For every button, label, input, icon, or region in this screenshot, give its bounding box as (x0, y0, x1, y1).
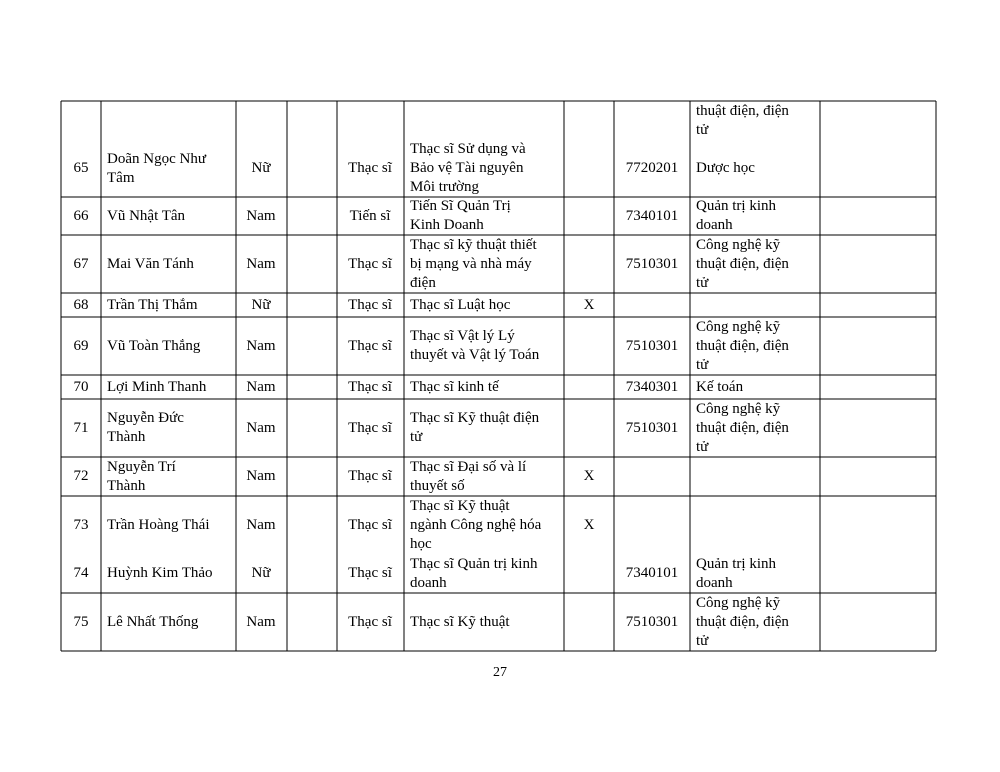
row-number: 69 (73, 337, 89, 354)
degree: Tiến sĩ (349, 207, 391, 224)
industry-code: 7720201 (625, 160, 679, 176)
industry-code (614, 496, 690, 554)
industry-code (614, 293, 690, 317)
industry-name: Dược học (696, 160, 755, 176)
industry-code: 7510301 (625, 419, 679, 436)
major-specialty: Thạc sĩ Đại số và lí thuyết số (410, 458, 527, 494)
industry-name (696, 293, 820, 317)
x-mark: X (583, 516, 595, 533)
gender: Nữ (251, 296, 271, 313)
industry-code: 7340101 (625, 565, 679, 581)
row-number: 65 (73, 160, 89, 176)
staff-name: Vũ Nhật Tân (107, 207, 186, 224)
degree: Thạc sĩ (348, 255, 392, 272)
major-specialty: Thạc sĩ Sử dụng và Bảo vệ Tài nguyên Môi trường (410, 141, 526, 195)
gender: Nam (246, 378, 276, 395)
row-number: 67 (73, 255, 89, 272)
row-number: 73 (73, 516, 89, 533)
staff-name: Doãn Ngọc Như Tâm (107, 150, 206, 186)
gender: Nam (246, 613, 276, 630)
staff-name: Trần Thị Thắm (107, 296, 198, 313)
staff-name: Lợi Minh Thanh (107, 378, 207, 395)
major-specialty: Thạc sĩ Kỹ thuật ngành Công nghệ hóa học (410, 497, 542, 552)
industry-name (696, 496, 820, 554)
staff-name: Nguyễn Đức Thành (107, 410, 184, 445)
industry-name: Quản trị kinh doanh (696, 198, 776, 233)
x-mark (564, 593, 614, 651)
x-mark: X (583, 296, 595, 313)
industry-name: Quản trị kinh doanh (696, 555, 776, 591)
industry-code (614, 457, 690, 496)
gender: Nam (246, 419, 276, 436)
x-mark (564, 317, 614, 375)
staff-name: Nguyễn Trí Thành (107, 458, 176, 494)
degree: Thạc sĩ (348, 516, 392, 533)
gender: Nam (246, 255, 276, 272)
industry-code: 7510301 (625, 613, 679, 630)
continuation-industry-text: thuật điện, điện tử (696, 103, 789, 138)
major-specialty: Thạc sĩ kinh tế (410, 378, 499, 395)
major-specialty: Thạc sĩ Kỹ thuật (410, 613, 510, 630)
x-mark (564, 235, 614, 293)
staff-name: Lê Nhất Thống (107, 613, 199, 630)
row-number: 75 (73, 613, 89, 630)
degree: Thạc sĩ (348, 296, 392, 313)
row-number: 68 (73, 296, 89, 313)
row-number: 70 (73, 378, 89, 395)
x-mark (564, 375, 614, 399)
gender: Nam (246, 207, 276, 224)
staff-name: Huỳnh Kim Thảo (107, 565, 213, 581)
degree: Thạc sĩ (348, 378, 392, 395)
industry-name (696, 457, 820, 496)
degree: Thạc sĩ (348, 613, 392, 630)
industry-code: 7340301 (625, 378, 679, 395)
industry-name: Công nghệ kỹ thuật điện, điện tử (696, 400, 789, 455)
industry-code: 7340101 (625, 207, 679, 224)
industry-name: Công nghệ kỹ thuật điện, điện tử (696, 236, 789, 291)
gender: Nam (246, 337, 276, 354)
x-mark (564, 399, 614, 457)
x-mark (564, 140, 614, 197)
page-number: 27 (493, 665, 507, 680)
industry-name: Công nghệ kỹ thuật điện, điện tử (696, 318, 789, 373)
x-mark (564, 554, 614, 593)
staff-name: Trần Hoàng Thái (107, 516, 210, 533)
x-mark: X (583, 468, 595, 484)
gender: Nữ (251, 565, 271, 581)
industry-code: 7510301 (625, 255, 679, 272)
degree: Thạc sĩ (348, 337, 392, 354)
row-number: 71 (73, 419, 89, 436)
staff-name: Mai Văn Tánh (107, 255, 194, 272)
staff-name: Vũ Toàn Thắng (107, 337, 201, 354)
industry-name: Công nghệ kỹ thuật điện, điện tử (696, 594, 789, 649)
major-specialty: Thạc sĩ kỹ thuật thiết bị mạng và nhà máy điện (410, 236, 537, 291)
major-specialty: Thạc sĩ Luật học (410, 296, 511, 313)
industry-code: 7510301 (625, 337, 679, 354)
industry-name: Kế toán (696, 378, 744, 395)
degree: Thạc sĩ (348, 565, 392, 581)
major-specialty: Thạc sĩ Vật lý Lý thuyết và Vật lý Toán (410, 328, 540, 363)
major-specialty: Thạc sĩ Quản trị kinh doanh (410, 555, 538, 591)
degree: Thạc sĩ (348, 160, 392, 176)
row-number: 72 (73, 468, 89, 484)
gender: Nữ (251, 160, 271, 176)
row-number: 74 (73, 565, 89, 581)
row-number: 66 (73, 207, 89, 224)
major-specialty: Tiến Sĩ Quản Trị Kinh Doanh (410, 198, 511, 233)
major-specialty: Thạc sĩ Kỹ thuật điện tử (410, 410, 540, 445)
x-mark (564, 197, 614, 235)
degree: Thạc sĩ (348, 468, 392, 484)
degree: Thạc sĩ (348, 419, 392, 436)
gender: Nam (246, 468, 276, 484)
gender: Nam (246, 516, 276, 533)
